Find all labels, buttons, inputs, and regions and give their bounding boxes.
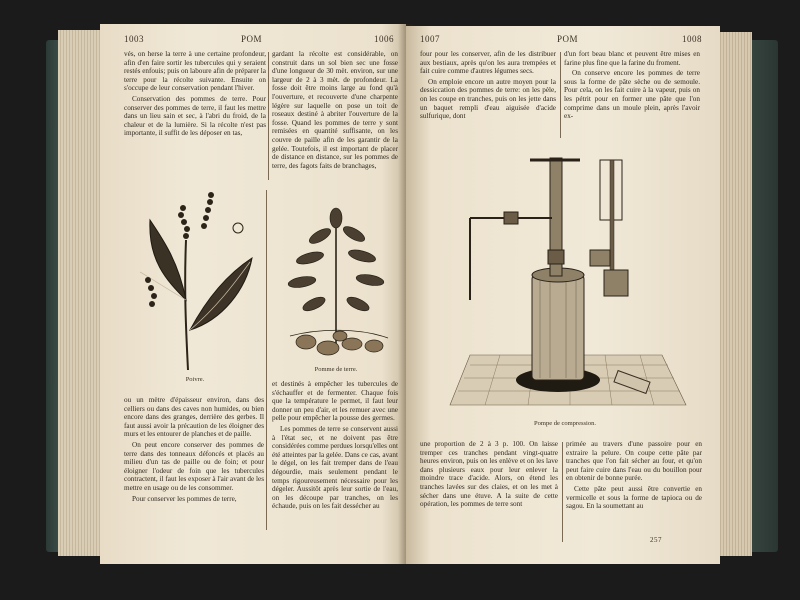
left-col1-top-text [124, 50, 266, 180]
right-page-number-1: 1007 [420, 34, 440, 44]
column-rule [266, 190, 267, 530]
paragraph: une proportion de 2 à 3 p. 100. On laisse tremper ces tranches pendant vingt-quatre heures environ, puis on les enlève et on les lave dans plusieurs eaux pour leur enlever la moindre trace d'acide. Alors, on étend les tranches lavées sur des claies, et on les met à sécher dans une étuve. A la suite de cette opération, les pommes de terre sont [420, 440, 558, 509]
paragraph: four pour les conserver, afin de les distribuer aux bestiaux, après qu'on les aura trempées et fait cuire comme d'autres légumes secs. [420, 50, 556, 76]
column-rule [560, 52, 561, 138]
paragraph: On conserve encore les pommes de terre sous la forme de pâte sèche ou de semoule. Pour cela, on les fait cuire à la vapeur, puis on les pétrit pour en former une pâte que l'on comprime dans un moule plein, après l'avoir ex- [564, 69, 700, 121]
signature-mark: 257 [650, 536, 662, 544]
figure-caption-pump: Pompe de compression. [534, 420, 596, 427]
left-col1-bottom-text [124, 396, 264, 546]
left-page-number-2: 1006 [374, 34, 394, 44]
left-col2-top-text [272, 50, 398, 186]
column-rule [562, 442, 563, 542]
paragraph: Conservation des pommes de terre. Pour conserver des pommes de terre, il faut les mettre dans un lieu sain et sec, à l'abri du froid, de la chaleur et de la lumière. Si la récolte n'est pas importante, il suffit de les déposer en tas, [124, 94, 266, 138]
paragraph: vés, on herse la terre à une certaine profondeur, afin d'en faire sortir les tubercules qui y seraient restés enfouis; puis on laboure afin de préparer la terre pour la récolte suivante. Ensuite on s'occupe de leur conservation pendant l'hiver. [124, 50, 266, 93]
right-col1-bottom-text [420, 440, 558, 550]
left-col2-bottom-text [272, 380, 398, 550]
paragraph: On peut encore conserver des pommes de terre dans des tonneaux défoncés et placés au milieu d'un tas de paille ou de foin; et pour éloigner l'odeur de foin que les tubercules contractent, il faut les exposer à l'air avant de les mettre en usage ou de les consommer. [124, 440, 264, 492]
right-col2-bottom-text [566, 440, 702, 540]
potato-plant-illustration [270, 196, 402, 368]
right-col2-top-text [564, 50, 700, 142]
figure-caption-potato: Pomme de terre. [314, 366, 358, 373]
figure-caption-pepper: Poivre. [185, 376, 205, 383]
pepper-plant-illustration [126, 180, 264, 380]
page-edges-left [58, 30, 104, 556]
paragraph: Cette pâte peut aussi être convertie en vermicelle et sous la forme de tapioca ou de sagou. En la soumettant au [566, 484, 702, 511]
compression-pump-illustration [440, 150, 690, 420]
paragraph: d'un fort beau blanc et peuvent être mises en farine plus fine que la farine du froment. [564, 50, 700, 67]
paragraph: primée au travers d'une passoire pour en extraire la pelure. On coupe cette pâte par tranches que l'on fait sécher au four, et qu'on peut faire cuire dans l'eau ou du bouillon pour en obtenir de bonne purée. [566, 440, 702, 483]
right-running-head: POM [557, 34, 579, 44]
column-rule [268, 52, 269, 180]
paragraph: On emploie encore un autre moyen pour la dessiccation des pommes de terre: on les pèle, on les coupe en tranches, puis on les jette dans un baquet rempli d'eau aiguisée d'acide sulfurique, dont [420, 77, 556, 121]
paragraph: Pour conserver les pommes de terre, [132, 494, 237, 503]
left-page-number-1: 1003 [124, 34, 144, 44]
paragraph: et destinés à empêcher les tubercules de s'échauffer et de fermenter. Chaque fois que la température le permet, il faut leur donner un peu d'air, et les remuer avec une pelle pour empêcher la pousse des germes. [272, 380, 398, 423]
right-page-number-2: 1008 [682, 34, 702, 44]
paragraph: Les pommes de terre se conservent aussi à l'état sec, et ne doivent pas être considérées comme perdues lorsqu'elles ont été atteintes par la gelée. Dans ce cas, avant le dégel, on les fait tremper dans de l'eau dégourdie, mais seulement pendant le temps rigoureusement nécessaire pour les dégeler. Aussitôt après leur sortie de l'eau, on les découpe par tranches, on les échaude, puis on les fait dessécher au [272, 424, 398, 511]
paragraph: ou un mètre d'épaisseur environ, dans des celliers ou dans des caves non humides, ou bien encore dans des granges, derrière des gerbes. Il faut aussi avoir la précaution de les éloigner des murs et les entourer de planches et de paille. [124, 396, 264, 439]
right-col1-top-text [420, 50, 556, 142]
paragraph: gardant la récolte est considérable, on construit dans un sol bien sec une fosse d'une longueur de 30 mèt. environ, sur une largeur de 2 à 3 mèt. de profondeur. La fosse doit être moins large au fond qu'à l'ouverture, et recouverte d'une charpente légère sur laquelle on pose un toit de roseaux destiné à abriter l'ouverture de la fosse. Quand les pommes de terre y sont remisées en quantité suffisante, on les couvre de paille afin de les garantir de la gelée. Toutefois, il est important de placer de distance en distance, sur les pommes de terre, des fagots faits de branchages, [272, 50, 398, 170]
left-running-head: POM [241, 34, 263, 44]
